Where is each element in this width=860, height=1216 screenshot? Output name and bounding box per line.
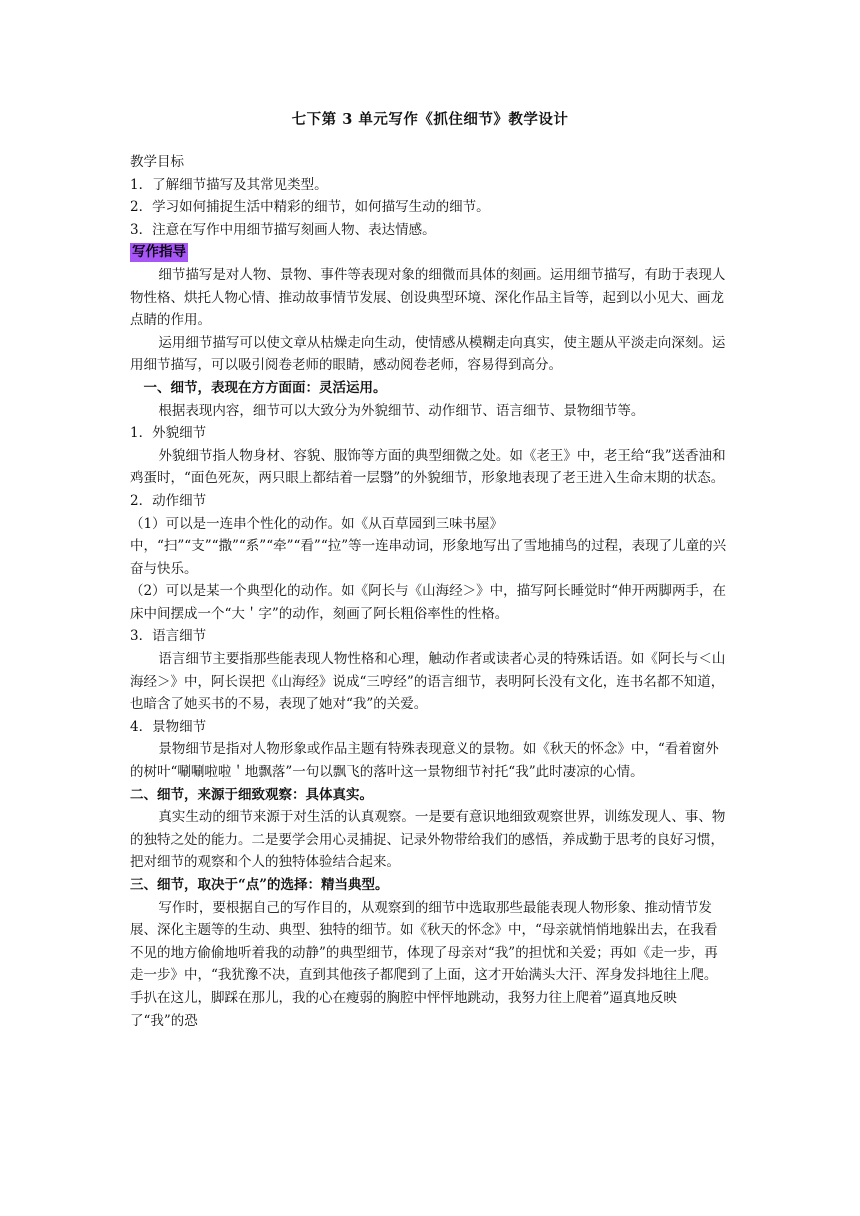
detail-type-heading: 3．语言细节 [130,628,207,645]
goal-item: 2．学习如何捕捉生活中精彩的细节，如何描写生动的细节。 [130,199,490,216]
detail-type-heading: 2．动作细节 [130,492,207,509]
goals-heading: 教学目标 [130,154,184,170]
section1-intro: 根据表现内容，细节可以大致分为外貌细节、动作细节、语言细节、景物细节等。 [158,402,645,419]
detail-type-heading: 4．景物细节 [130,718,207,735]
section2-heading: 二、细节，来源于细致观察：具体真实。 [130,786,373,803]
detail-type-heading: 1．外貌细节 [130,425,207,442]
goal-item: 1．了解细节描写及其常见类型。 [130,176,328,193]
goal-item: 3．注意在写作中用细节描写刻画人物、表达情感。 [130,221,436,238]
intro-paragraph: 细节描写是对人物、景物、事件等表现对象的细微而具体的刻画。运用细节描写，有助于表现人物性格、烘托人物心情、推动故事情节发展、创设典型环境、深化作品主旨等，起到以小见大、画龙点睛的作用。 [130,266,726,329]
intro-paragraph: 运用细节描写可以使文章从枯燥走向生动，使情感从模糊走向真实，使主题从平淡走向深刻。运用细节描写，可以吸引阅卷老师的眼睛，感动阅卷老师，容易得到高分。 [130,334,726,374]
document-page [130,108,730,1032]
guide-heading: 写作指导 [132,244,186,261]
detail-type-text: 景物细节是指对人物形象或作品主题有特殊表现意义的景物。如《秋天的怀念》中，“看着窗外的树叶“唰唰啦啦＇地飘落”一句以飘飞的落叶这一景物细节衬托“我”此时凄凉的心情。 [130,741,719,781]
detail-type-text: 语言细节主要指那些能表现人物性格和心理，触动作者或读者心灵的特殊话语。如《阿长与＜山海经＞》中，阿长误把《山海经》说成“三哼经”的语言细节，表明阿长没有文化，连书名都不知道，也暗含了她买书的不易，表现了她对“我”的关爱。 [130,651,726,713]
section3-text: 写作时，要根据自己的写作目的，从观察到的细节中选取那些最能表现人物形象、推动情节发展、深化主题等的生动、典型、独特的细节。如《秋天的怀念》中，“母亲就悄悄地躲出去，在我看不见的地方偷偷地听着我的动静”的典型细节，体现了母亲对“我”的担忧和关爱；再如《走一步，再走一步》中，“我犹豫不决，直到其他孩子都爬到了上面，这才开始满头大汗、浑身发抖地往上爬。手扒在这儿，脚踩在那儿，我的心在瘦弱的胸腔中怦怦地跳动，我努力往上爬着”逼真地反映了“我”的恐 [130,899,718,1029]
detail-type-text: （2）可以是某一个典型化的动作。如《阿长与《山海经＞》中，描写阿长睡觉时“伸开两脚两手，在床中间摆成一个“大＇字”的动作，刻画了阿长粗俗率性的性格。 [130,583,726,622]
page-title: 七下第 3 单元写作《抓住细节》教学设计 [291,111,569,128]
guide-heading-row [130,241,730,264]
section2-text: 真实生动的细节来源于对生活的认真观察。一是要有意识地细致观察世界，训练发现人、事、物的独特之处的能力。二是要学会用心灵捕捉、记录外物带给我们的感悟，养成勤于思考的良好习惯，把对细节的观察和个人的独特体验结合起来。 [130,809,726,871]
detail-type-text: 外貌细节指人物身材、容貌、服饰等方面的典型细微之处。如《老王》中，老王给“我”送香油和鸡蛋时，“面色死灰，两只眼上都结着一层翳”的外貌细节，形象地表现了老王进入生命末期的状态。 [130,447,726,487]
section1-heading: 一、细节，表现在方方面面：灵活运用。 [143,379,387,396]
section3-heading: 三、细节，取决于“点”的选择：精当典型。 [130,877,389,893]
detail-type-text: （1）可以是一连串个性化的动作。如《从百草园到三味书屋》中，“扫”“支”“撒”“系”“牵”“看”“拉”等一连串动词，形象地写出了雪地捕鸟的过程，表现了儿童的兴奋与快乐。 [130,515,727,577]
